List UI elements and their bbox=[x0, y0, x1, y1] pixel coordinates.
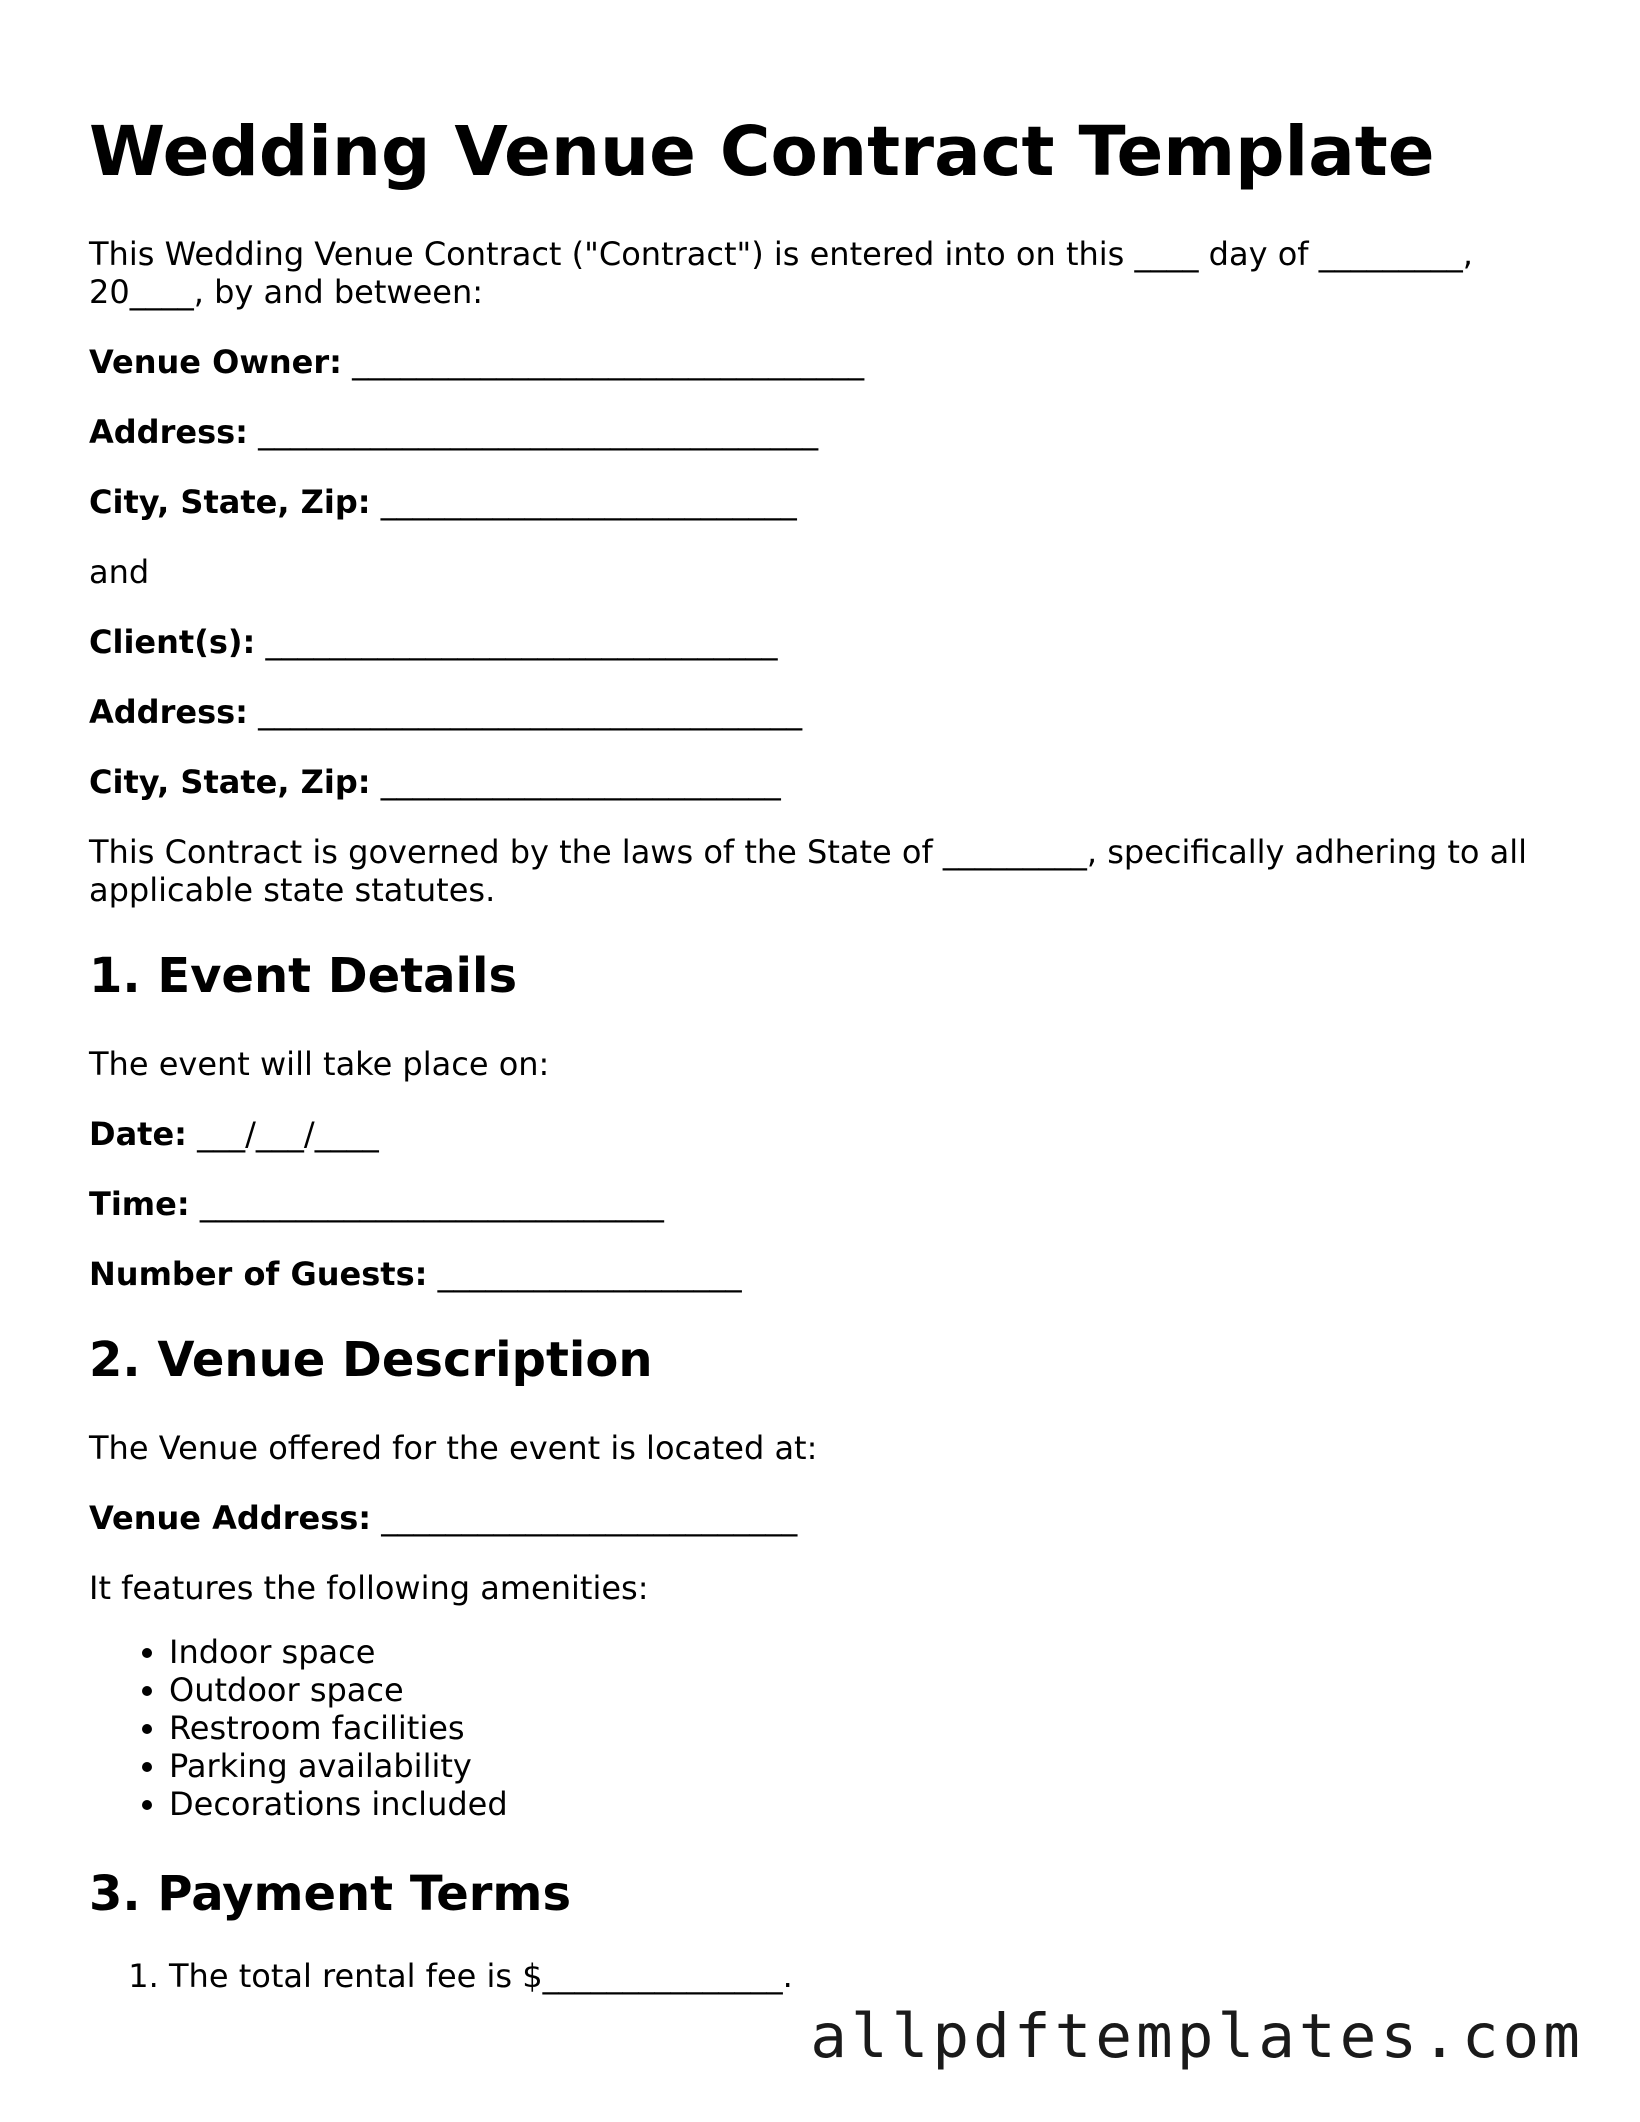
venue-address-blank[interactable]: __________________________ bbox=[381, 1499, 798, 1537]
and-text: and bbox=[89, 553, 150, 591]
client-address-blank[interactable]: __________________________________ bbox=[258, 693, 803, 731]
clients-field bbox=[89, 623, 777, 661]
list-item: 1. The total rental fee is $_______________. bbox=[169, 1957, 793, 1995]
intro-line-1: This Wedding Venue Contract ("Contract") is entered into on this ____ day of _________, bbox=[89, 235, 1473, 273]
list-item: • Decorations included bbox=[169, 1785, 508, 1823]
client-city-label: City, State, Zip: bbox=[89, 763, 371, 801]
payment-terms-heading: 3. Payment Terms bbox=[89, 1866, 572, 1922]
governing-line-2: applicable state statutes. bbox=[89, 871, 496, 909]
governing-line-1: This Contract is governed by the laws of the State of _________, specifically adhering to all bbox=[89, 833, 1528, 871]
document-title: Wedding Venue Contract Template bbox=[89, 112, 1435, 192]
clients-blank[interactable]: ________________________________ bbox=[265, 623, 778, 661]
list-item: • Restroom facilities bbox=[169, 1709, 508, 1747]
list-item: • Indoor space bbox=[169, 1633, 508, 1671]
date-label: Date: bbox=[89, 1115, 187, 1153]
clients-label: Client(s): bbox=[89, 623, 256, 661]
event-details-heading: 1. Event Details bbox=[89, 948, 518, 1004]
list-item: • Outdoor space bbox=[169, 1671, 508, 1709]
venue-address-label: Venue Address: bbox=[89, 1499, 372, 1537]
client-city-field bbox=[89, 763, 781, 801]
owner-city-label: City, State, Zip: bbox=[89, 483, 371, 521]
amenities-list bbox=[89, 1633, 508, 1823]
amenities-intro: It features the following amenities: bbox=[89, 1569, 649, 1607]
client-city-blank[interactable]: _________________________ bbox=[380, 763, 781, 801]
venue-owner-label: Venue Owner: bbox=[89, 343, 342, 381]
venue-owner-field bbox=[89, 343, 864, 381]
intro-line-2: 20____, by and between: bbox=[89, 273, 484, 311]
list-item: • Parking availability bbox=[169, 1747, 508, 1785]
owner-address-label: Address: bbox=[89, 413, 248, 451]
time-blank[interactable]: _____________________________ bbox=[199, 1185, 664, 1223]
venue-address-field bbox=[89, 1499, 797, 1537]
owner-address-field bbox=[89, 413, 818, 451]
guests-field bbox=[89, 1255, 742, 1293]
client-address-label: Address: bbox=[89, 693, 248, 731]
guests-blank[interactable]: ___________________ bbox=[437, 1255, 742, 1293]
event-intro: The event will take place on: bbox=[89, 1045, 550, 1083]
owner-city-blank[interactable]: __________________________ bbox=[380, 483, 797, 521]
time-label: Time: bbox=[89, 1185, 190, 1223]
owner-address-blank[interactable]: ___________________________________ bbox=[258, 413, 819, 451]
client-address-field bbox=[89, 693, 802, 731]
venue-description-heading: 2. Venue Description bbox=[89, 1332, 653, 1388]
payment-terms-list bbox=[89, 1957, 793, 1995]
owner-city-field bbox=[89, 483, 797, 521]
time-field bbox=[89, 1185, 664, 1223]
venue-owner-blank[interactable]: ________________________________ bbox=[352, 343, 865, 381]
date-field bbox=[89, 1115, 379, 1153]
venue-intro: The Venue offered for the event is located at: bbox=[89, 1429, 818, 1467]
guests-label: Number of Guests: bbox=[89, 1255, 428, 1293]
watermark-text: allpdftemplates.com bbox=[810, 2001, 1584, 2072]
date-blank[interactable]: ___/___/____ bbox=[197, 1115, 379, 1153]
